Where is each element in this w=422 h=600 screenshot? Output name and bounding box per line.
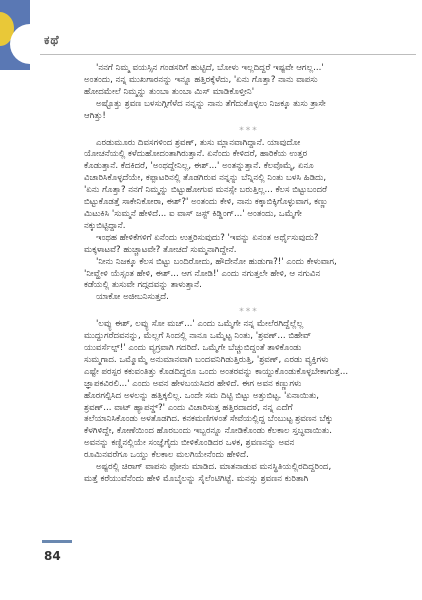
paragraph-line: ಇಂಥಹ ಹೇಳಿಕೆಗಳಿಗೆ ಏನೆಂದು ಉತ್ತರಿಸುವುದು? 'ಇವನ್ನು ಏನಂತ ಅರ್ಥೈಸುವುದು?	[96, 232, 319, 243]
paragraph-line: ನಕ್ಕುಬಿಟ್ಟಿದ್ದಾನೆ.	[84, 220, 126, 231]
paragraph-line: ಜ್ಞಾಪಕವಿರಲಿ...' ಎಂದು ಅವನ ಹೇಳಬಯಸಿದರ ಹೇಳಿದೆ. ಈಗ ಅವನ ಕಣ್ಣುಗಳು	[84, 378, 302, 389]
header-band	[30, 0, 422, 50]
paragraph-line: 'ನೀವ್ಹೇಳಿ ಯೆಸ್ಸಂತ ಹೇಳಿ, ಈಶ್... ಆಗ ನೋಡಿ!' ಎಂದು ನಗುತ್ತಲೇ ಹೇಳಿ, ಆ ನಗುವಿನ	[84, 268, 321, 279]
section-label: ಕಥೆ	[44, 33, 60, 47]
paragraph-line: ಮಿಟುಕಿಸಿ 'ಸುಮ್ಮನೆ ಹೇಳಿದೆ... ಐ ವಾಸ್ ಜಸ್ಟ್ ಕಿಡ್ಡಿಂಗ್...' ಅಂತಂದು, ಒಮ್ಮೆಗೇ	[84, 208, 302, 219]
paragraph-line: ಸುಮ್ಮಗಾದ. ಒಮ್ಮೊಮ್ಮೆ ಅನುಮಾನವಾಗಿ ಬಂದವನಿಗಿಡುತ್ತಿರುತ್ತಿ, 'ಶ್ರವಣ್, ಎರಡು ವ್ಯಕ್ತಿಗಳು	[84, 354, 329, 365]
paragraph-line: ಎಷ್ಟೇ ಪರಸ್ಪರ ಕಕುವಂತಿತ್ತು ಕೊಡದಿದ್ದರೂ ಒಂದು ಅಂತರವನ್ನು ಕಾಯ್ದುಕೊಂಡುಕೊಳ್ಳಬೇಕಾಗುತ್ತೆ...	[84, 366, 349, 377]
paragraph-line: ಮತ್ತೆ ಕರೆಯುವೆನೆಂದು ಹೇಳಿ ಮೊಬೈಲನ್ನು ಸೈಲೆಂಟಿಗಿಟ್ಟೆ. ಮನಸ್ಸು ಶ್ರವಣನ ಕುರಿತಾಗಿ	[84, 474, 309, 484]
header-rule	[40, 54, 416, 55]
paragraph-line: ಕೆಳಗಿಳಿದ್ದೇ, ಕೋಣೆಯಿಂದ ಹೊರಬಂದು ಇಬ್ಬರನ್ನೂ ನೋಡಿಕೊಂಡು ಕೆಲಕಾಲ ಸ್ತಬ್ಧವಾಯಿತು.	[84, 426, 332, 437]
page-body	[84, 63, 414, 486]
paragraph-line: ಯುವರ್ಸೆಲ್ಪ್!' ಎಂದು ವ್ಯಗ್ರವಾಗಿ ಗದರಿದೆ. ಒಮ್ಮೆಗೇ ಬೆಚ್ಚುಬಿದ್ದಂತೆ ತಾಳಿಕೊಂಡು	[84, 343, 302, 354]
paragraph-line: ಅಷ್ಟರಲ್ಲಿ ಚಿರಾಗ್ ವಾಪಸು ಫೋನು ಮಾಡಿದ. ಮಾತನಾಡುವ ಮನಸ್ಥಿತಿಯಲ್ಲಿರದಿದ್ದರಿಂದ,	[96, 462, 332, 473]
paragraph-line: ಎರಡುಮೂರು ದಿವಸಗಳಿಂದ ಶ್ರವಣ್, ತುಸು ಮ್ಲಾನವಾಗಿದ್ದಾನೆ. ಯಾವುದೋ	[96, 137, 301, 148]
paragraph-line: ಕೊಡುತ್ತಾನೆ. ಕೆದಕಿದರೆ, 'ಅಂಥದ್ದೇನಿಲ್ಲ, ಈಶ್...' ಅಂತನ್ನುತ್ತಾನೆ. ಕೆಲವೊಮ್ಮೆ, ಏನೂ	[84, 161, 314, 172]
page-number: 84	[44, 549, 61, 563]
paragraph-line: ಬಿಟ್ಟುಕೊಡತ್ತೆ ಸಾಕೇನಿಕೋರಾ, ಈಶ್?' ಅಂತಂದು ಕೇಳಿ, ನಾನು ಕಕ್ಕಾಬಿಕ್ಕಿಗೊಳ್ಳುವಾಗ, ಕಣ್ಣು	[84, 197, 329, 208]
paragraph-line: ಮುದ್ದುಗರೆದವನನ್ನು, ಮೆಲ್ಲಗೆ ಸಿಂದಲ್ಲಿ ನಾನೂ ಒಮ್ಮೆಟ್ಟ ನಿಂತು, 'ಶ್ರವಣ್... ಬಿಹೇವ್	[84, 331, 312, 342]
section-separator: ***	[239, 307, 259, 318]
paragraph-line: ಮಕ್ಕಳಾಟವೆ? ಹುಚ್ಚಾಟವೇ? ತೋಚದೆ ಸುಮ್ಮನಾಗಿದ್ದೇನೆ.	[84, 244, 237, 255]
paragraph-line: ಹೋದಮೇಲೆ ನಿಮ್ಮನ್ನು ತುಂಬಾ ತುಂಬಾ ಮಿಸ್ ಮಾಡಿಕೊಳ್ತೀನಿ'	[84, 86, 255, 97]
paragraph-line: ಅಂತಂದು, ನನ್ನ ಮುಖಗಾರನನ್ನು ಇನ್ನೂ ಹತ್ತಿರಕ್ಕೆಳೆದು, 'ಏನು ಗೊತ್ತಾ? ನಾನು ವಾಪಸು	[84, 74, 318, 85]
paragraph-line: ವಿಚಾರಿಸಿಕೊಳ್ಳದೆಯೇ, ಕಪ್ಪಾಟರಿನಲ್ಲಿ ತೊಡಗಿರುವ ನನ್ನನ್ನು ಬೆನ್ನಿನಲ್ಲಿ ನಿಂತು ಬಳಸಿ ಹಿಡಿದು,	[84, 173, 327, 184]
paragraph-line: 'ಏನು ಗೊತ್ತಾ? ನನಗೆ ನಿಮ್ಮನ್ನು ಬಿಟ್ಟುಹೋಗುವ ಮನಸ್ಸೇ ಬರುತ್ತಿಲ್ಲ... ಕೆಲಸ ಬಿಟ್ಟುಬಂದರೆ	[84, 185, 328, 196]
paragraph-line: ಹೊರಗಲ್ಪಿಸಿದ ಅಳಲನ್ನು ಹತ್ತಿಕ್ಕಲಿಲ್ಲ. ಒಂದೇ ಸಮ ದಿಟ್ಟಿ ಬಿಟ್ಟು ಅತ್ತುಬಿಟ್ಟ. 'ಏನಾಯಿತು,	[84, 390, 319, 401]
paragraph-line: ಆಗಿತ್ತು!	[84, 110, 106, 121]
section-separator: ***	[239, 125, 259, 136]
paragraph-line: ಅವನನ್ನು ಕಣ್ಣಿನಲ್ಲಿಯೇ ಸಂಜ್ಞೆಗೈದು ಬೀಳಿಕೊಂಡಿದರ ಒಳಕ, ಶ್ರವಣನನ್ನು ಅವನ	[84, 438, 295, 449]
paragraph-line: ರೂಮಿನವರೆಗೂ ಒಯ್ದು ಕೆಲಕಾಲ ಮಲಗಿಯೇನೆಂದು ಹೇಳಿದೆ.	[84, 450, 249, 461]
paragraph-line: ಯೋಚನೆಯಲ್ಲಿ ಕಳೆದುಹೋದಂತಾಗಿರುತ್ತಾನೆ. ಏನೆಂದು ಕೇಳಿದರೆ, ಹಾರಿಕೆಯ ಉತ್ತರ	[84, 149, 308, 160]
paragraph-line: ಯಾಕೋ ಅಜೀಬನಿಸುತ್ತದೆ.	[96, 292, 169, 303]
paragraph-line: ತಲೆಯಾನಿಸಿಕೊಂಡು ಅಳತೊಡಗಿದ. ಕನಕಮಣಿಗಳಂತೆ ಸೇವೆಯಲ್ಲಿದ್ದ ಬೆಂಬುಟ್ಟ ಶ್ರವಣನ ಬೆಕ್ಕು	[84, 414, 333, 425]
paragraph-line: 'ನನಗೆ ನಿಮ್ಮ ವಯಸ್ಸಿನ ಗಂಡಸರಿಗೆ ಹುಟ್ಟಿದೆ, ಬೋಳು ಇಲ್ಲದಿದ್ದರೆ ಇಷ್ಟವೇ ಆಗಲ್ಲ...'	[96, 63, 324, 73]
paragraph-line: ಅಷ್ಟೊತ್ತು ಶ್ರವಣ ಬಳಸುಗ್ಗಿಗೆಳೆದ ನನ್ನನ್ನು ನಾನು ತೆಗೆದುಕೊಳ್ಳಲು ನಿಜಕ್ಕೂ ತುಸು ತ್ರಾಸೇ	[96, 98, 326, 109]
paragraph-line: ಶ್ರವಣ್... ವಾಟ್ ಹ್ಯಾಪನ್ಡ್?' ಎಂದು ವಿಚಾರಿಸುತ್ತ ಹತ್ತಿರದಾದರೆ, ನನ್ನ ಎದೆಗೆ	[84, 402, 293, 413]
footer-bar	[42, 540, 72, 543]
paragraph-line: ಕಡೆಯಲ್ಲಿ ತುಸುವೇ ಗದ್ಗದವನ್ನು ತಾಳುತ್ತಾನೆ.	[84, 280, 202, 291]
footer-accent	[42, 540, 86, 548]
paragraph-line: 'ನೀನು ನಿಜಕ್ಕೂ ಕೆಲಸ ಬಿಟ್ಟು ಬಂದಿರೋದು, ಹೌದೇನೋ ಹುಡುಗಾ?!' ಎಂದು ಕೇಳುವಾಗ,	[96, 256, 337, 267]
paragraph-line: 'ಲವ್ಯು ಈಶ್, ಲವ್ಯು ಸೋ ಮಚ್...' ಎಂದು ಒಮ್ಮೆಗೇ ನನ್ನ ಮೇಲೆರಗಿದ್ದೆಲ್ಲೆಲ್ಲ	[96, 319, 304, 330]
